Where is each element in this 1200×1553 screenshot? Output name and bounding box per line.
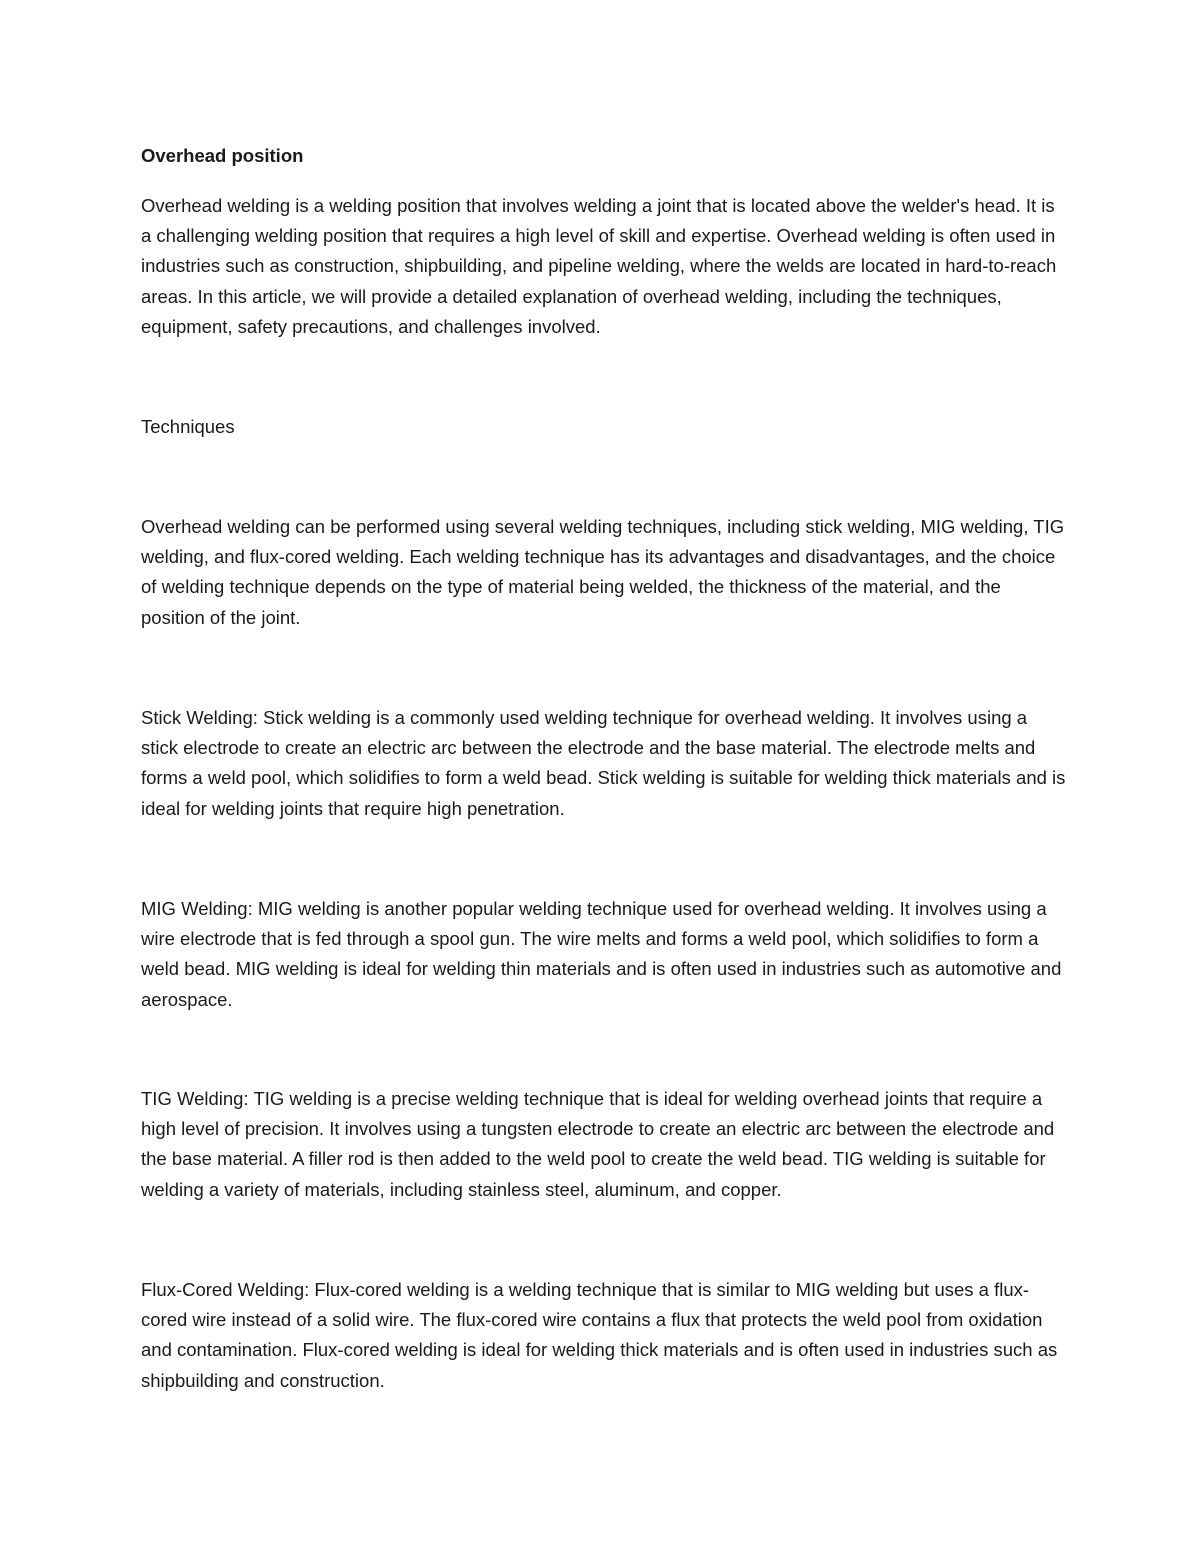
mig-welding-label: MIG Welding: — [141, 898, 253, 919]
mig-welding-paragraph — [141, 894, 1066, 1015]
techniques-heading: Techniques — [141, 416, 235, 437]
tig-welding-paragraph — [141, 1084, 1066, 1205]
stick-welding-text: Stick welding is a commonly used welding technique for overhead welding. It involves using a stick electrode to create an electric arc between the electrode and the base material. The electrode melts and forms a weld pool, which solidifies to form a weld bead. Stick welding is suitable for welding thick materials and is ideal for welding joints that require high penetration. — [141, 707, 1066, 819]
flux-cored-welding-label: Flux-Cored Welding: — [141, 1279, 310, 1300]
document-title: Overhead position — [141, 145, 304, 166]
tig-welding-label: TIG Welding: — [141, 1088, 249, 1109]
flux-cored-welding-text: Flux-cored welding is a welding technique that is similar to MIG welding but uses a flux-cored wire instead of a solid wire. The flux-cored wire contains a flux that protects the weld pool from oxidation and contamination. Flux-cored welding is ideal for welding thick materials and is often used in industries such as shipbuilding and construction. — [141, 1279, 1058, 1391]
stick-welding-label: Stick Welding: — [141, 707, 258, 728]
tig-welding-text: TIG welding is a precise welding technique that is ideal for welding overhead joints that require a high level of precision. It involves using a tungsten electrode to create an electric arc between the electrode and the base material. A filler rod is then added to the weld pool to create the weld bead. TIG welding is suitable for welding a variety of materials, including stainless steel, aluminum, and copper. — [141, 1088, 1055, 1200]
techniques-intro-paragraph: Overhead welding can be performed using several welding techniques, including stick welding, MIG welding, TIG welding, and flux-cored welding. Each welding technique has its advantages and disadvantages, and the choice of welding technique depends on the type of material being welded, the thickness of the material, and the position of the joint. — [141, 516, 1065, 628]
intro-paragraph: Overhead welding is a welding position that involves welding a joint that is located above the welder's head. It is a challenging welding position that requires a high level of skill and expertise. Overhead welding is often used in industries such as construction, shipbuilding, and pipeline welding, where the welds are located in hard-to-reach areas. In this article, we will provide a detailed explanation of overhead welding, including the techniques, equipment, safety precautions, and challenges involved. — [141, 195, 1057, 337]
flux-cored-welding-paragraph — [141, 1275, 1066, 1396]
mig-welding-text: MIG welding is another popular welding technique used for overhead welding. It involves using a wire electrode that is fed through a spool gun. The wire melts and forms a weld pool, which solidifies to form a weld bead. MIG welding is ideal for welding thin materials and is often used in industries such as automotive and aerospace. — [141, 898, 1062, 1010]
stick-welding-paragraph — [141, 703, 1066, 824]
